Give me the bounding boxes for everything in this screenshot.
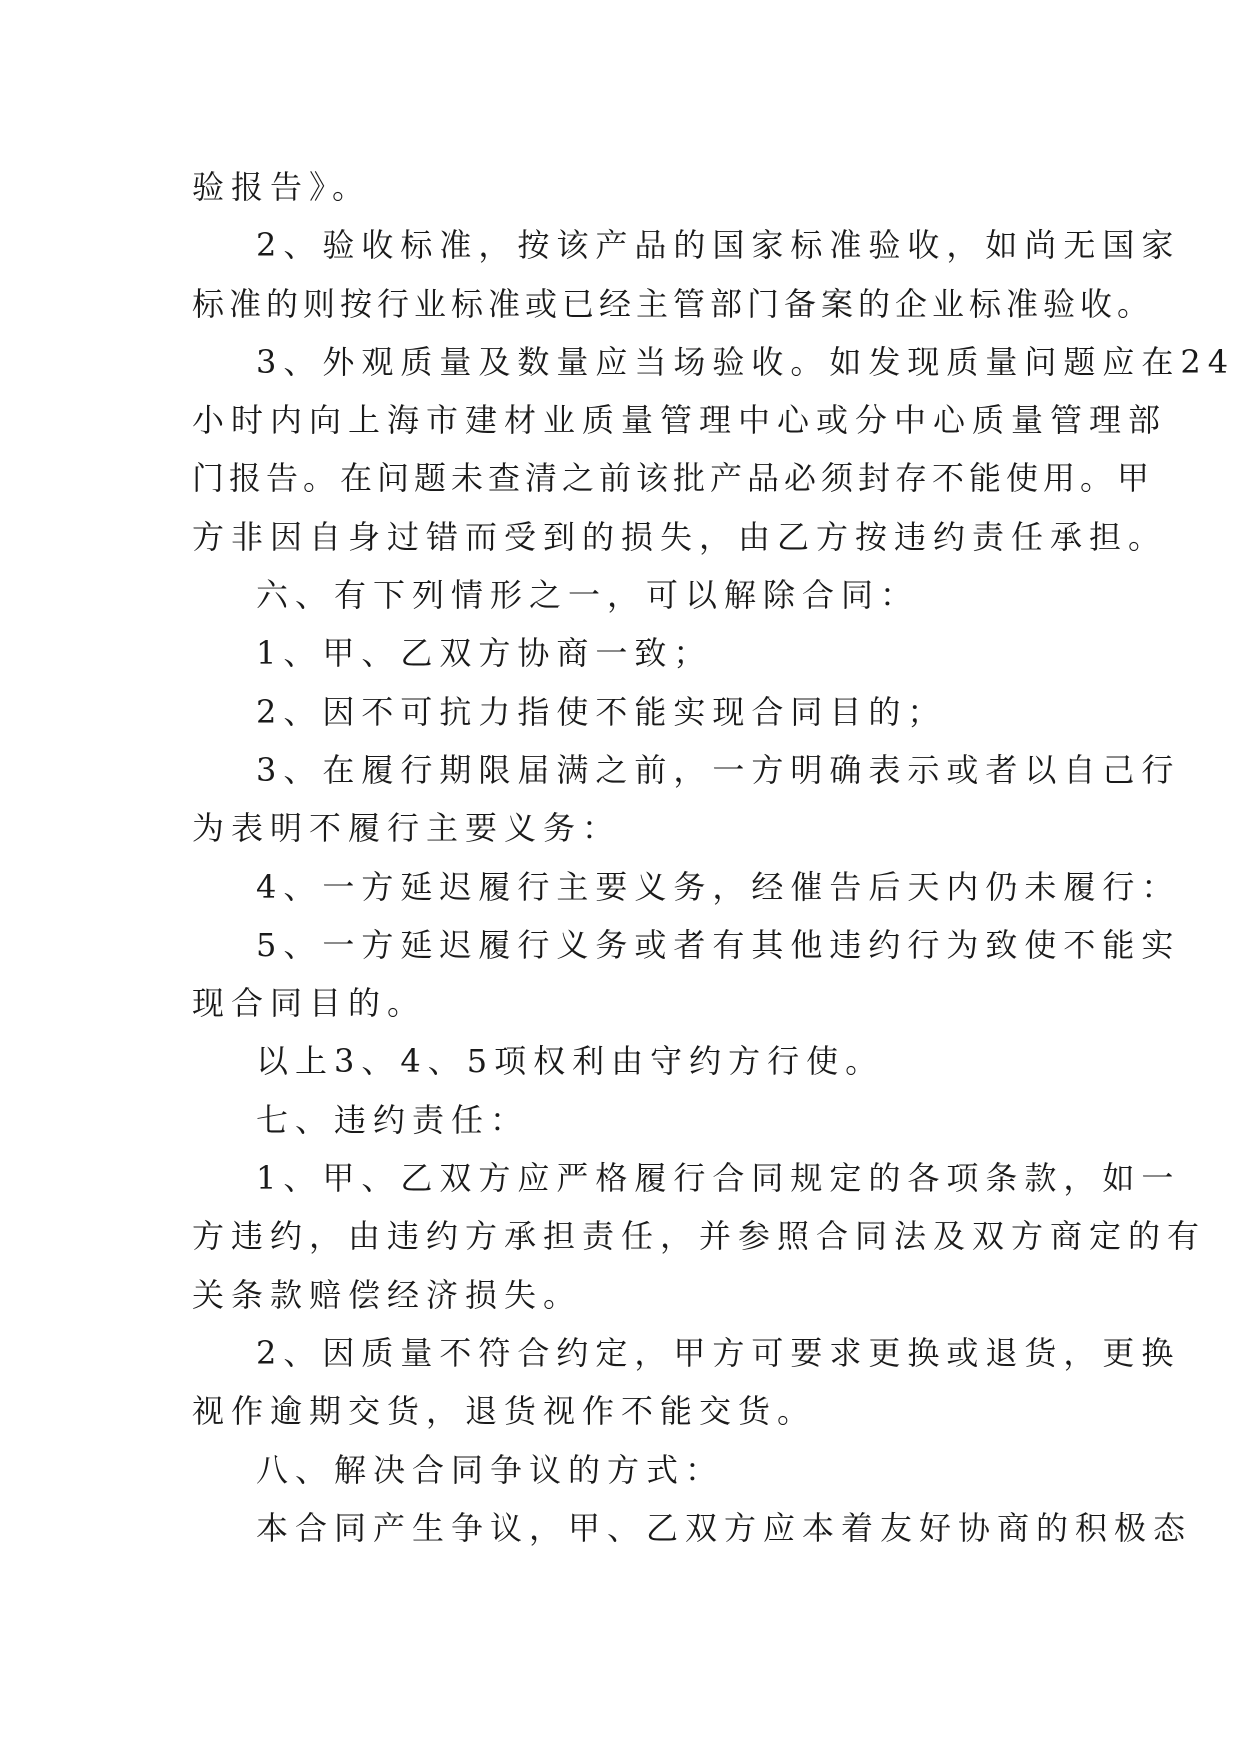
text-line: 方违约，由违约方承担责任，并参照合同法及双方商定的有 bbox=[192, 1217, 1207, 1256]
text-line: 标准的则按行业标准或已经主管部门备案的企业标准验收。 bbox=[192, 284, 1155, 323]
text-line: 关条款赔偿经济损失。 bbox=[192, 1275, 583, 1314]
text-line: 2、因不可抗力指使不能实现合同目的； bbox=[256, 692, 947, 731]
text-line: 以上3、4、5项权利由守约方行使。 bbox=[256, 1042, 885, 1081]
text-line: 3、外观质量及数量应当场验收。如发现质量问题应在24 bbox=[256, 342, 1236, 381]
section-heading: 八、解决合同争议的方式： bbox=[256, 1450, 725, 1489]
text-line: 1、甲、乙双方协商一致； bbox=[256, 634, 713, 673]
text-line: 视作逾期交货，退货视作不能交货。 bbox=[192, 1392, 817, 1431]
text-line: 1、甲、乙双方应严格履行合同规定的各项条款，如一 bbox=[256, 1159, 1181, 1198]
document-body bbox=[192, 158, 1236, 1557]
text-line: 方非因自身过错而受到的损失，由乙方按违约责任承担。 bbox=[192, 517, 1168, 556]
text-line: 本合同产生争议，甲、乙双方应本着友好协商的积极态 bbox=[256, 1508, 1193, 1547]
text-line: 2、验收标准，按该产品的国家标准验收，如尚无国家 bbox=[256, 226, 1181, 265]
text-line: 门报告。在问题未查清之前该批产品必须封存不能使用。甲 bbox=[192, 459, 1155, 498]
text-line: 5、一方延迟履行义务或者有其他违约行为致使不能实 bbox=[256, 925, 1181, 964]
text-line: 验报告》。 bbox=[192, 168, 372, 206]
text-line: 小时内向上海市建材业质量管理中心或分中心质量管理部 bbox=[192, 401, 1168, 440]
text-line: 现合同目的。 bbox=[192, 984, 427, 1023]
section-heading: 七、违约责任： bbox=[256, 1100, 530, 1139]
text-line: 3、在履行期限届满之前，一方明确表示或者以自己行 bbox=[256, 750, 1181, 789]
section-heading: 六、有下列情形之一，可以解除合同： bbox=[256, 576, 920, 615]
text-line: 为表明不履行主要义务： bbox=[192, 809, 622, 848]
text-line: 2、因质量不符合约定，甲方可要求更换或退货，更换 bbox=[256, 1333, 1181, 1372]
text-line: 4、一方延迟履行主要义务，经催告后天内仍未履行： bbox=[256, 867, 1181, 906]
